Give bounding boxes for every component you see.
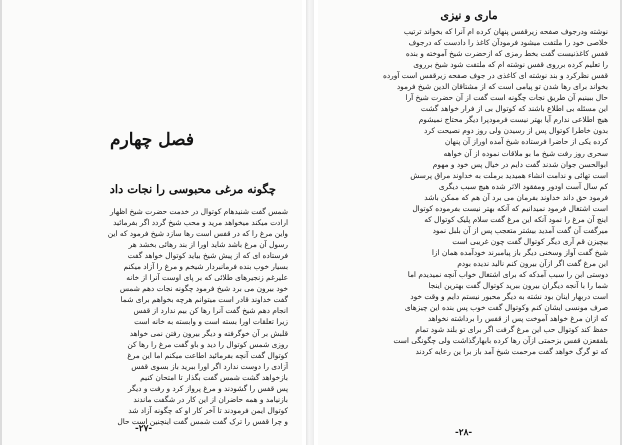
text-line: شمس گفت شنیدهام کوتوال در خدمت حضرت شیخ اظهار bbox=[110, 207, 288, 216]
right-page-body bbox=[334, 26, 608, 357]
text-line: را تعلیم کرده برروی قفس نوشته ام که ملتفت شود شیخ برروی bbox=[413, 60, 608, 70]
text-line: بدون خاطرا کوتوال پس از رسیدن ولی روز دوم نصیحت کرد bbox=[423, 126, 608, 136]
text-line: شیخ گفت آواز وسخنی دیگر باز پیامبرند خودآمده همان ازا bbox=[431, 247, 608, 257]
text-line: واین مرغ را که در قفس است رها سازد شیخ فرمود که این bbox=[107, 229, 288, 239]
text-line: پس قفس را گشودند و مرغ پرواز کرد و رفت و دیگر bbox=[127, 383, 288, 393]
text-line: بازنیامد و همه حاضران از این کار در شگفت ماندند bbox=[133, 394, 288, 404]
text-line: انجام دهم شیخ گفت آنرا رها کن بیم ندارد از قفس bbox=[133, 306, 288, 316]
text-line: نوشته ودرجوف صفحه زیرقفس پنهان کرده ام آنرا که بخواند ترتیب bbox=[403, 27, 608, 36]
text-line: کوتوال ایمن فرمودند تا آخر کار او که چگونه آزاد شد bbox=[128, 405, 288, 415]
text-line: زیرا تعلقات اورا بسته است و وابسته به خانه است bbox=[134, 317, 288, 327]
left-page-body bbox=[16, 206, 288, 427]
text-line: بخواند برای رها شدن تو پیامی است که از مشتاقان الدین شیخ فرمود bbox=[396, 82, 608, 92]
left-page bbox=[2, 0, 302, 445]
text-line: کوتوال گفت آنچه بفرمائید اطاعت میکنم اما این مرغ bbox=[127, 350, 288, 360]
chapter-title: فصل چهارم bbox=[110, 130, 194, 150]
text-line: این مسئله بی اطلاع باشند که کوتوال بی از فرار خواهد گشت bbox=[420, 104, 608, 114]
text-line: روزی شمس کوتوال را دید و باو گفت مرغ را رها کن bbox=[127, 339, 288, 349]
text-line: است اشتغال فرمود نمیدانیم که آنکه بهتر نیست بفرموده کوتوال bbox=[412, 203, 608, 213]
text-line: کرده یکی از حاضرا فرستاده شیخ آمده اوراز آن پنهان bbox=[444, 137, 608, 147]
section-heading: چگونه مرغی محبوسی را نجات داد bbox=[109, 182, 276, 196]
text-line: ارادت میکند میخواهد مرید و محب شیخ گردد اگر بفرمائید bbox=[113, 218, 288, 228]
page-number-left: -٢٧- bbox=[135, 424, 153, 434]
text-line: است دربهار اینان بود نشته به دیگر محبور نیستم دایم و وقت خود bbox=[410, 292, 608, 302]
text-line: سحری روز رفت شیخ ما بو ملاقات نموده از آن خواهه bbox=[443, 148, 608, 158]
text-line: و چرا قفس را ترک گفت شمس گفت اینچنین است حال bbox=[117, 416, 288, 426]
text-line: خود بیرون می برد شیخ فرمود چگونه نجات دهم شمس bbox=[119, 284, 288, 294]
text-line: ابوالحسن جوان شدند گفت دایم در خیال پس خود و مهوم bbox=[432, 159, 608, 169]
text-line: حال ببینیم آن طریق نجات چگونه است گفت از آن حضرت شیخ آرا bbox=[405, 93, 608, 103]
text-line: صرف مونسی ایشان کنم وکوتوال گفت خوب پس بنده این چیزهای bbox=[404, 303, 608, 313]
text-line: خلاصی خود را ملتفت میشود فرمودآن کاغذ را دادست که درجوف bbox=[408, 38, 608, 48]
text-line: قفس نظرکرد و بند نوشته ای کاغذی در جوف صفحه زیرقفس است آورده bbox=[382, 71, 608, 81]
text-line: این مرغ گفت اگر ازآن بیرون کنم نالید ندیده بودم bbox=[457, 258, 608, 268]
running-header: ماری و نیزی bbox=[440, 9, 498, 22]
text-line: میرگفت آن گفت آمدید بیشتر متعجب پس از آن بلبل نمود bbox=[432, 225, 608, 235]
text-line: فرستاده ای که از پیش شیخ بیاید کوتوال خواهد گفت bbox=[127, 251, 288, 261]
text-line: گفت خداوند قادر است میتوانم هرچه بخواهم برای شما bbox=[120, 295, 288, 305]
book-gutter bbox=[306, 0, 314, 445]
text-line: بازخواهد گشت شمس گفت بگذار تا امتحان کنیم bbox=[140, 372, 288, 382]
text-line: قفس کاغذنیست گفت بخط رمزی که ازحضرت شیخ آموخته و بنده bbox=[405, 49, 608, 59]
text-line: که تو گرگ خواهد گفت مرحمت شیخ آمد باز برا ین رعایه کردند bbox=[415, 347, 608, 357]
text-line: هیچ اطلاعی ندارم آیا بهتر نیست فرمودپرا دیگر محتاج نمیشوم bbox=[418, 115, 608, 125]
text-line: حفظ کند کوتوال حب این مرغ گرفت اگر برای تو بلند شود تمام bbox=[415, 325, 608, 335]
text-line: بلفقعزن قفس بزحمتی ازآن رها کرده بابهارگذاشت ولی چگونگی است bbox=[393, 336, 608, 346]
text-line: است تهائی و ندامت انشاء همیدید برملت به خداوند مراق پرسش bbox=[410, 170, 608, 180]
right-page bbox=[318, 0, 620, 445]
text-line: اینچ آن مرغ را نمود آنکه این مرغ گفت سلام پلیک کوتوال که bbox=[424, 214, 608, 224]
text-line: فرمود حق داند خداوند بفرمان می برد آن هم که ممکن باشد bbox=[424, 192, 608, 202]
text-line: که ازان مرغ خواهد آموخت پس از قفس را برداشته نخواهد bbox=[427, 314, 608, 324]
page-number-right: -٢٨- bbox=[455, 428, 473, 438]
text-line: قلبش بر آن خوگرفته و دیگر بیرون رفتن نمی خواهد bbox=[129, 328, 288, 338]
text-line: کم سال آست اودور ومفقود الاثر شده هیچ سبب دیگری bbox=[438, 181, 608, 191]
text-line: آزادی را دوست ندارد اگر اورا ببرید باز بسوی قفس bbox=[131, 361, 288, 371]
text-line: بسیار خوب بنده فرمانبردار شیخم و مرغ را آزاد میکنم bbox=[123, 262, 288, 272]
text-line: شما را با آنجه دیگران بیرون ببرید کوتوال گفت بهترین اینجا bbox=[428, 281, 608, 291]
text-line: علیرغم زنجیرهای طلائی که بر پای اوست آنرا از خانه bbox=[126, 273, 288, 283]
text-line: رسول آن مرغ باشد شاید اورا از بند رهائی بخشد هر bbox=[128, 240, 288, 250]
text-line: دوستی ابن را سبب آمدکه که برای اشتغال خواب آنچه نمیدیدم اما bbox=[407, 270, 608, 280]
text-line: بیچیزن قم آری دیگر کوتوال گفت چون غریبی است bbox=[452, 236, 608, 246]
